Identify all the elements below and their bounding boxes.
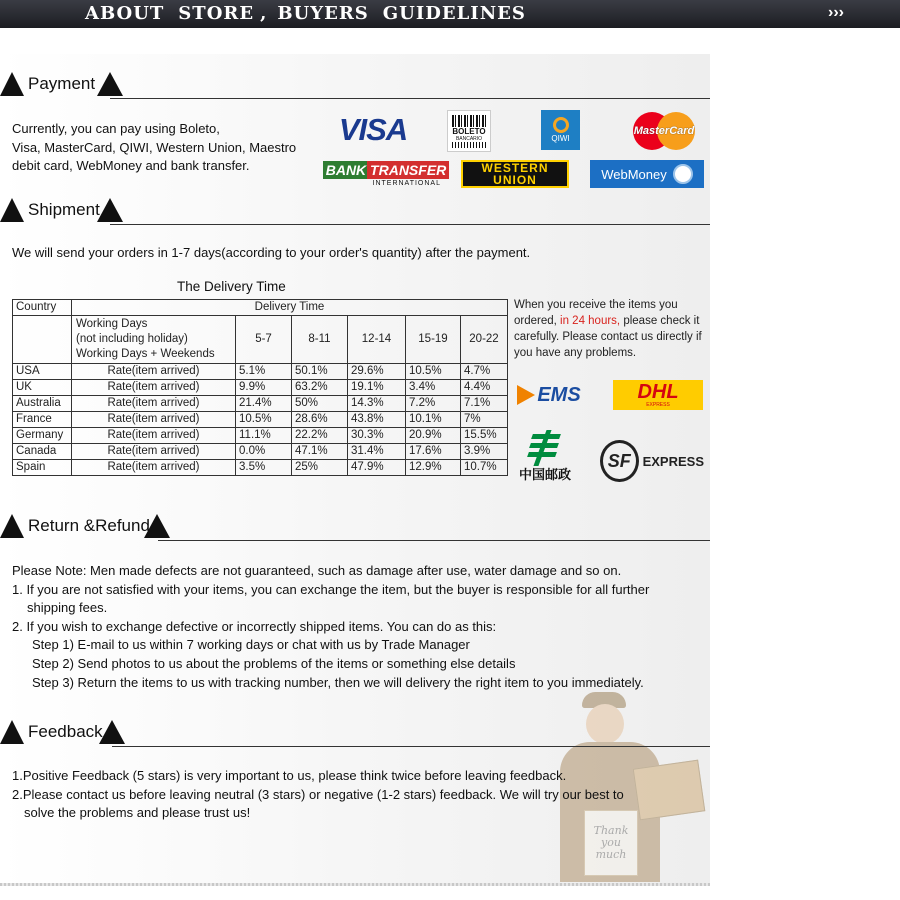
payment-line: Currently, you can pay using Boleto, <box>12 121 220 136</box>
table-header-row <box>13 300 508 316</box>
rate-value-cell: 29.6% <box>348 364 406 380</box>
rate-label-cell: Rate(item arrived) <box>72 460 236 476</box>
triangle-left-icon <box>0 198 24 222</box>
range-cell: 20-22 <box>461 316 508 364</box>
rate-value-cell: 15.5% <box>461 428 508 444</box>
payment-title: Payment <box>28 74 96 93</box>
refund-line: shipping fees. <box>27 600 108 616</box>
table-row <box>13 444 508 460</box>
triangle-left-icon <box>0 514 24 538</box>
rate-value-cell: 10.7% <box>461 460 508 476</box>
top-nav-bar <box>0 0 900 28</box>
rate-value-cell: 14.3% <box>348 396 406 412</box>
payment-line: debit card, WebMoney and bank transfer. <box>12 158 250 174</box>
boleto-logo: BOLETO BANCARIO <box>447 110 491 152</box>
feedback-line: 1.Positive Feedback (5 stars) is very important to us, please think twice before leaving feedback. <box>12 768 567 783</box>
rate-value-cell: 7% <box>461 412 508 428</box>
rate-value-cell: 17.6% <box>406 444 461 460</box>
delivery-table <box>12 299 508 476</box>
rate-value-cell: 21.4% <box>236 396 292 412</box>
note-text: please check it carefully. Please contact us directly if you have any problems. <box>514 315 702 359</box>
rate-value-cell: 10.5% <box>236 412 292 428</box>
feedback-header <box>0 718 710 748</box>
nav-buyers[interactable]: BUYERS <box>277 3 369 24</box>
rate-label-cell: Rate(item arrived) <box>72 412 236 428</box>
rate-value-cell: 19.1% <box>348 380 406 396</box>
nav-guidelines[interactable]: GUIDELINES <box>382 3 526 24</box>
working-days-line: Working Days <box>76 318 148 330</box>
rate-label-cell: Rate(item arrived) <box>72 380 236 396</box>
rate-value-cell: 3.5% <box>236 460 292 476</box>
table-row <box>13 380 508 396</box>
triangle-left-icon <box>0 720 24 744</box>
rate-value-cell: 31.4% <box>348 444 406 460</box>
rate-value-cell: 3.9% <box>461 444 508 460</box>
refund-step: Step 3) Return the items to us with tracking number, then we will delivery the right item to you immediately. <box>32 674 644 690</box>
table-row <box>13 412 508 428</box>
country-cell: France <box>13 412 72 428</box>
rate-value-cell: 0.0% <box>236 444 292 460</box>
feedback-line: 2.Please contact us before leaving neutral (3 stars) or negative (1-2 stars) feedback. We will try our best to <box>12 786 624 802</box>
triangle-right-icon <box>97 72 123 96</box>
range-cell: 12-14 <box>348 316 406 364</box>
table-row <box>13 428 508 444</box>
rate-value-cell: 28.6% <box>292 412 348 428</box>
divider <box>112 746 710 747</box>
table-subheader-row <box>13 316 508 364</box>
country-cell: UK <box>13 380 72 396</box>
divider <box>110 224 710 225</box>
rate-value-cell: 11.1% <box>236 428 292 444</box>
shipment-intro: We will send your orders in 1-7 days(according to your order's quantity) after the payment. <box>12 245 531 260</box>
note-text: When you receive the items you ordered, <box>514 299 678 327</box>
dhl-logo: DHL EXPRESS <box>613 380 703 410</box>
rate-value-cell: 10.1% <box>406 412 461 428</box>
refund-text <box>12 562 710 692</box>
nav-store[interactable]: STORE <box>178 3 255 24</box>
rate-value-cell: 9.9% <box>236 380 292 396</box>
country-cell: Australia <box>13 396 72 412</box>
refund-header <box>0 512 710 542</box>
webmoney-logo: WebMoney <box>590 160 704 188</box>
empty-cell <box>13 316 72 364</box>
rate-value-cell: 47.9% <box>348 460 406 476</box>
ems-logo: EMS <box>513 382 585 408</box>
rate-value-cell: 47.1% <box>292 444 348 460</box>
divider <box>158 540 710 541</box>
thank-you-line: much <box>595 848 627 861</box>
thank-you-line: you <box>601 836 621 849</box>
triangle-left-icon <box>0 72 24 96</box>
delivery-table-title: The Delivery Time <box>177 279 286 294</box>
rate-value-cell: 5.1% <box>236 364 292 380</box>
rate-value-cell: 4.7% <box>461 364 508 380</box>
rate-value-cell: 63.2% <box>292 380 348 396</box>
country-cell: Spain <box>13 460 72 476</box>
triangle-right-icon <box>144 514 170 538</box>
rate-value-cell: 12.9% <box>406 460 461 476</box>
payment-header <box>0 70 710 100</box>
working-days-line: (not including holiday) <box>76 333 188 345</box>
qiwi-logo: QIWI <box>541 110 580 150</box>
nav-about[interactable]: ABOUT <box>85 3 165 24</box>
rate-value-cell: 7.1% <box>461 396 508 412</box>
rate-value-cell: 4.4% <box>461 380 508 396</box>
mastercard-logo: MasterCard <box>633 112 695 150</box>
note-highlight: in 24 hours, <box>560 315 621 327</box>
shipment-header <box>0 196 710 226</box>
payment-line: Visa, MasterCard, QIWI, Western Union, Maestro <box>12 139 297 155</box>
rate-value-cell: 50.1% <box>292 364 348 380</box>
rate-label-cell: Rate(item arrived) <box>72 364 236 380</box>
country-cell: Germany <box>13 428 72 444</box>
refund-step: Step 2) Send photos to us about the problems of the items or something else details <box>32 655 516 671</box>
payment-text <box>12 120 296 176</box>
table-row <box>13 396 508 412</box>
triangle-right-icon <box>97 198 123 222</box>
rate-value-cell: 10.5% <box>406 364 461 380</box>
rate-value-cell: 20.9% <box>406 428 461 444</box>
refund-title: Return &Refund <box>28 516 150 535</box>
table-row <box>13 364 508 380</box>
receive-note <box>514 297 710 361</box>
globe-icon <box>673 164 693 184</box>
range-cell: 15-19 <box>406 316 461 364</box>
china-post-logo: 中国邮政 <box>513 428 577 486</box>
rate-value-cell: 7.2% <box>406 396 461 412</box>
ems-wing-icon <box>517 385 535 405</box>
divider <box>110 98 710 99</box>
bank-transfer-logo: BANK TRANSFER INTERNATIONAL <box>331 160 441 188</box>
nav-comma: , <box>260 3 268 24</box>
china-post-emblem-icon <box>528 430 562 466</box>
shipment-title: Shipment <box>28 200 100 219</box>
refund-line: Please Note: Men made defects are not guaranteed, such as damage after use, water damage and so on. <box>12 563 622 578</box>
range-cell: 5-7 <box>236 316 292 364</box>
rate-value-cell: 30.3% <box>348 428 406 444</box>
rate-value-cell: 3.4% <box>406 380 461 396</box>
range-cell: 8-11 <box>292 316 348 364</box>
visa-logo: VISA <box>338 112 408 147</box>
rate-label-cell: Rate(item arrived) <box>72 396 236 412</box>
refund-step: Step 1) E-mail to us within 7 working days or chat with us by Trade Manager <box>32 637 470 653</box>
header-delivery-time: Delivery Time <box>72 300 508 316</box>
feedback-title: Feedback <box>28 722 103 741</box>
refund-line: 1. If you are not satisfied with your items, you can exchange the item, but the buyer is responsible for all further <box>12 581 650 597</box>
working-days-line: Working Days + Weekends <box>76 348 215 360</box>
feedback-text <box>12 767 710 823</box>
sf-express-logo: SF EXPRESS <box>600 438 704 484</box>
next-arrows-icon[interactable]: ››› <box>828 4 844 21</box>
working-days-cell <box>72 316 236 364</box>
triangle-right-icon <box>99 720 125 744</box>
refund-line: 2. If you wish to exchange defective or incorrectly shipped items. You can do as this: <box>12 618 497 634</box>
table-row <box>13 460 508 476</box>
rate-label-cell: Rate(item arrived) <box>72 428 236 444</box>
country-cell: USA <box>13 364 72 380</box>
thank-you-line: Thank <box>593 824 629 837</box>
rate-value-cell: 25% <box>292 460 348 476</box>
header-country: Country <box>13 300 72 316</box>
country-cell: Canada <box>13 444 72 460</box>
top-nav <box>85 3 540 24</box>
rate-value-cell: 22.2% <box>292 428 348 444</box>
feedback-line: solve the problems and please trust us! <box>24 805 251 821</box>
bottom-divider <box>0 883 710 886</box>
rate-value-cell: 50% <box>292 396 348 412</box>
western-union-logo: WESTERN UNION <box>461 160 569 188</box>
rate-label-cell: Rate(item arrived) <box>72 444 236 460</box>
rate-value-cell: 43.8% <box>348 412 406 428</box>
